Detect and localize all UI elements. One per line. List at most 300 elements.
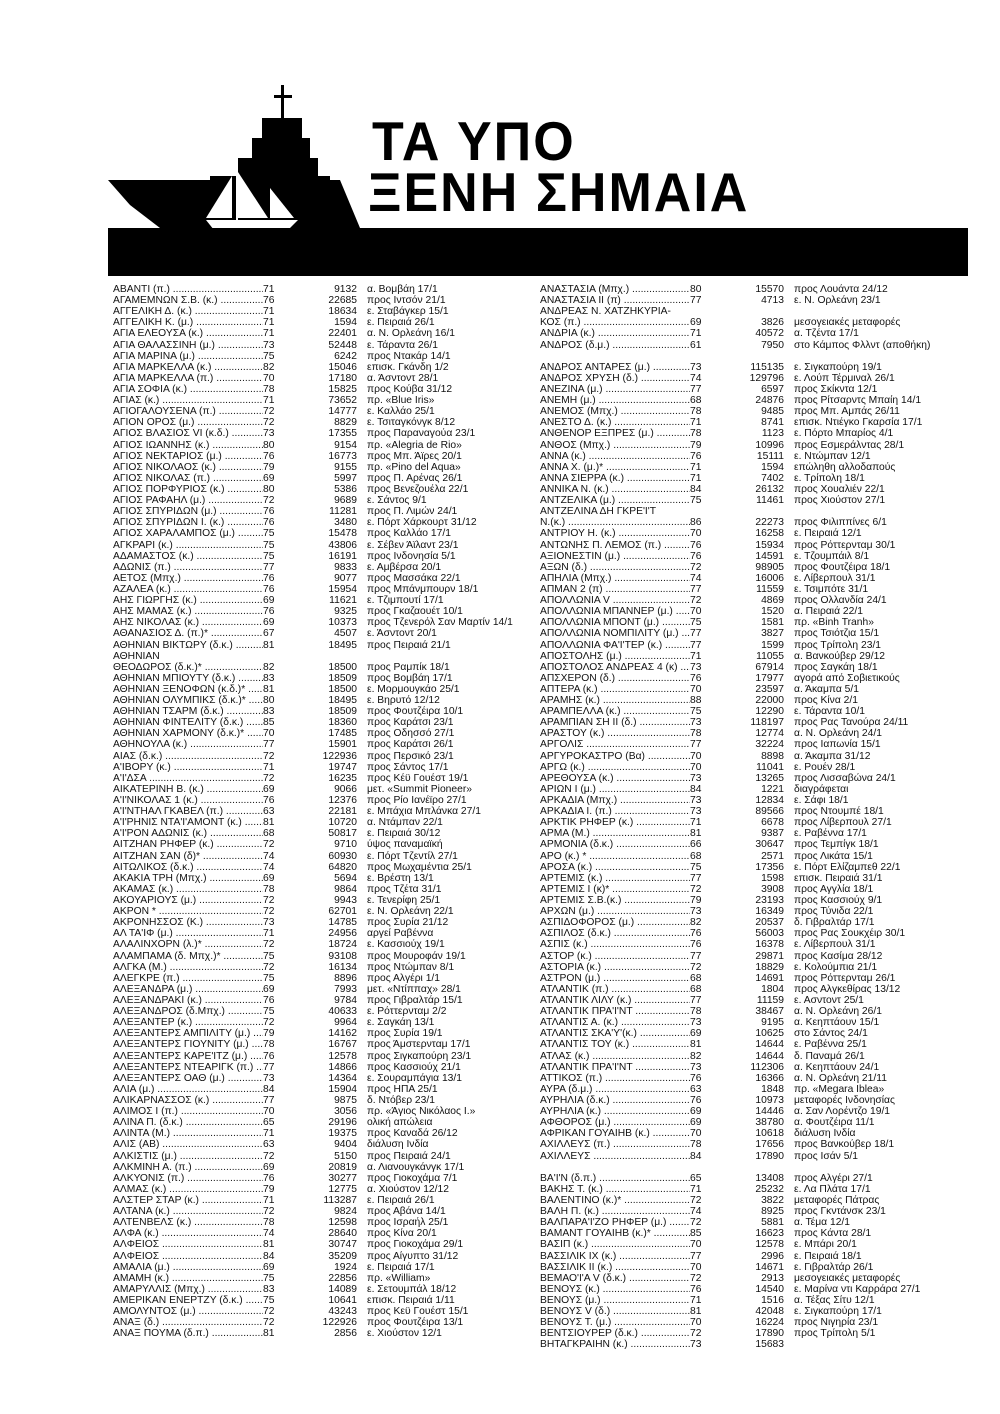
ship-position: προς Ρας Τανούρα 24/11 bbox=[794, 717, 909, 729]
ship-position: προς Καλλάο 17/1 bbox=[367, 528, 451, 540]
tonnage: 10996 bbox=[755, 439, 784, 451]
ship-name: ΑΓΙΑ ΜΑΡΙΝΑ (μ.) ..... bbox=[113, 351, 263, 362]
tonnage: 17356 bbox=[755, 861, 784, 873]
page-title-line1: ΤΑ ΥΠΟ bbox=[372, 111, 576, 173]
tonnage: 2996 bbox=[761, 1250, 784, 1262]
ship-name: ΑΓΑΜΕΜΝΩΝ Σ.Β. (κ.) ..... bbox=[113, 295, 263, 306]
ship-row bbox=[540, 1139, 972, 1150]
tonnage: 9066 bbox=[334, 783, 357, 795]
ship-position: προς Βομβάη 17/1 bbox=[367, 672, 453, 684]
ship-row bbox=[113, 1139, 545, 1150]
tonnage: 15825 bbox=[328, 383, 357, 395]
ship-position: ύψος παναμαϊκή bbox=[367, 839, 443, 851]
build-year: 72 bbox=[263, 417, 275, 429]
ship-name: ΒΑΣΣΙΛΙΚ ΙΙ (κ.) ..... bbox=[540, 1262, 690, 1273]
build-year: 83 bbox=[263, 706, 275, 718]
tonnage: 5694 bbox=[334, 872, 357, 884]
ship-position: α. Φουτζέιρα 11/1 bbox=[794, 1117, 875, 1129]
build-year: 67 bbox=[263, 628, 275, 640]
build-year: 88 bbox=[690, 695, 702, 707]
ship-position: ε. Ραβέννα 17/1 bbox=[794, 828, 867, 840]
ship-row bbox=[540, 1217, 972, 1228]
ship-position: προς Ιντσόν 21/1 bbox=[367, 295, 446, 307]
ship-name: ΑΦΘΟΡΟΣ (μ.) ..... bbox=[540, 1117, 690, 1128]
ship-row bbox=[540, 551, 972, 562]
ship-row bbox=[540, 1117, 972, 1128]
build-year: 81 bbox=[263, 817, 275, 829]
ship-position bbox=[794, 306, 972, 317]
ship-name: ΑΚΟΥΑΡΙΟΥΣ (μ.) ..... bbox=[113, 895, 263, 906]
ship-position: ε. Σταβάγκερ 15/1 bbox=[367, 306, 449, 318]
tonnage: 16258 bbox=[755, 528, 784, 540]
ship-name: ΑΛΕΞΑΝΤΕΡΣ ΝΤΕΑΡΙΓΚ (π.) ..... bbox=[113, 1062, 263, 1073]
build-year: 75 bbox=[263, 950, 275, 962]
build-year: 83 bbox=[263, 1283, 275, 1295]
ship-position: α. Ντάμπαν 22/1 bbox=[367, 817, 443, 829]
ship-position: προς Π. Αρένας 26/1 bbox=[367, 472, 463, 484]
ship-position: ε. Λίβερπουλ 31/1 bbox=[794, 939, 876, 951]
ship-name: ΑΝΔΡΕΑΣ Ν. ΧΑΤΖΗΚΥΡΙΑ- bbox=[540, 306, 671, 318]
ship-position: προς Γιοκοχάμα 29/1 bbox=[367, 1239, 464, 1251]
ship-name: ΑΧΙΛΛΕΥΣ ..... bbox=[540, 1151, 690, 1162]
ship-position: προς Ολλανδία 24/1 bbox=[794, 595, 887, 607]
ship-name: ΑΠΜΑΝ 2 (π) ..... bbox=[540, 584, 690, 595]
tonnage: 1221 bbox=[761, 783, 784, 795]
ship-name: ΑΚΡΟΝΗΣΣΟΣ (Κ.) ..... bbox=[113, 917, 263, 928]
ship-position: μεταφορές Ινδονησίας bbox=[794, 1094, 895, 1106]
build-year: 79 bbox=[263, 1028, 275, 1040]
tonnage: 30277 bbox=[328, 1172, 357, 1184]
build-year: 76 bbox=[263, 1172, 275, 1184]
ship-row bbox=[540, 939, 972, 950]
ship-row bbox=[113, 1328, 545, 1339]
ship-position: ε. Λα Πλάτα 17/1 bbox=[794, 1183, 871, 1195]
ship-name: ΒΑΛΠΑΡΑ'Ι'ΖΟ ΡΗΦΕΡ (μ.) ..... bbox=[540, 1217, 690, 1228]
ship-name: ΑΓΙΟΣ ΣΠΥΡΙΔΩΝ (μ.) ..... bbox=[113, 506, 263, 517]
ship-position: ε. Ντώμπαν 12/1 bbox=[794, 450, 871, 462]
tonnage: 5881 bbox=[761, 1217, 784, 1229]
ship-name: ΑΡΚΑΔΙΑ Ι. (π.) ..... bbox=[540, 806, 690, 817]
tonnage bbox=[728, 306, 794, 317]
build-year: 73 bbox=[690, 1017, 702, 1029]
ship-position: α. Χιούστον 12/12 bbox=[367, 1183, 449, 1195]
ship-row bbox=[113, 728, 545, 739]
tonnage: 2856 bbox=[334, 1328, 357, 1340]
ship-name: ΑΜΕΡΙΚΑΝ ΕΝΕΡΤΖΥ (δ.κ.) ..... bbox=[113, 1295, 263, 1306]
build-year bbox=[690, 1162, 728, 1173]
ship-row bbox=[540, 1151, 972, 1162]
ship-position: προς Καναδά 26/12 bbox=[367, 1128, 458, 1140]
ship-row bbox=[540, 995, 972, 1006]
build-year bbox=[690, 351, 728, 362]
ship-row bbox=[540, 1095, 972, 1106]
ship-name: ΑΠΟΣΤΟΛΟΣ ΑΝΔΡΕΑΣ 4 (κ) ..... bbox=[540, 662, 690, 673]
tonnage: 9710 bbox=[334, 839, 357, 851]
tonnage: 9833 bbox=[334, 561, 357, 573]
ship-name: Α'Ι'ΝΤΗΑΛ ΓΚΑΒΕΛ (π.) ..... bbox=[113, 806, 263, 817]
ship-row bbox=[540, 417, 972, 428]
ship-position: προς Βανκούβερ 18/1 bbox=[794, 1139, 895, 1151]
tonnage: 19747 bbox=[328, 761, 357, 773]
build-year: 69 bbox=[690, 1106, 702, 1118]
ship-row bbox=[113, 951, 545, 962]
ship-name: ΑΛΙΚΑΡΝΑΣΣΟΣ (κ.) ..... bbox=[113, 1095, 263, 1106]
ship-position: ε. Ασντοντ 25/1 bbox=[794, 995, 864, 1006]
build-year: 81 bbox=[690, 1306, 702, 1318]
tonnage: 1594 bbox=[334, 317, 357, 329]
build-year: 71 bbox=[690, 328, 702, 340]
ship-name: ΑΓΙΟΣ ΠΟΡΦΥΡΙΟΣ (κ.) ..... bbox=[113, 484, 263, 495]
ship-position: προς Πειραιά 24/1 bbox=[367, 1150, 451, 1162]
tonnage: 18495 bbox=[328, 695, 357, 707]
ship-position: ε. Χιούστον 12/1 bbox=[367, 1328, 442, 1340]
build-year: 84 bbox=[690, 783, 702, 795]
ship-position: α. Άσντοντ 28/1 bbox=[367, 372, 439, 384]
ship-position: πρ. «Pino del Aqua» bbox=[367, 461, 461, 473]
tonnage: 12578 bbox=[328, 1050, 357, 1062]
ship-name: ΑΛΕΞΑΝΤΕΡΣ ΟΑΘ (μ.) ..... bbox=[113, 1073, 263, 1084]
ship-name: ΑΠΤΕΡΑ (κ.) ..... bbox=[540, 684, 690, 695]
tonnage: 9964 bbox=[334, 1017, 357, 1029]
ship-position: α. Ν. Ορλεάνη 24/1 bbox=[794, 728, 882, 740]
ship-position: ε. Ραβέννα 25/1 bbox=[794, 1039, 867, 1051]
ship-row bbox=[113, 784, 545, 795]
ship-position bbox=[794, 1162, 972, 1173]
ship-position: προς Ντουμπέ 18/1 bbox=[794, 806, 884, 818]
ship-position: αργεί Ραβέννα bbox=[367, 928, 434, 940]
build-year: 76 bbox=[263, 506, 275, 518]
build-year: 71 bbox=[263, 328, 275, 340]
ship-position: μεσογειακές μεταφορές bbox=[794, 317, 901, 329]
build-year: 84 bbox=[690, 1150, 702, 1162]
ship-row bbox=[540, 906, 972, 917]
tonnage: 43243 bbox=[328, 1306, 357, 1318]
tonnage bbox=[728, 351, 794, 362]
ship-row bbox=[113, 684, 545, 695]
ship-name: ΑΚΡΟΝ * ..... bbox=[113, 906, 263, 917]
tonnage: 17485 bbox=[328, 728, 357, 740]
ship-row bbox=[540, 984, 972, 995]
ship-row bbox=[113, 906, 545, 917]
ship-position: μεσογειακές μεταφορές bbox=[794, 1272, 901, 1284]
build-year: 78 bbox=[263, 383, 275, 395]
ship-name: ΑΠΟΣΤΟΛΗΣ (μ.) ..... bbox=[540, 651, 690, 662]
ship-position: ε. Ν. Ορλεάνη 22/1 bbox=[367, 906, 454, 918]
build-year: 69 bbox=[263, 872, 275, 884]
build-year: 73 bbox=[690, 806, 702, 818]
ship-row bbox=[113, 806, 545, 817]
ship-name: ΒΑΣΙΠ (κ.) ..... bbox=[540, 1239, 690, 1250]
tonnage: 9485 bbox=[761, 406, 784, 418]
ship-name: Α'Ι'ΝΙΚΟΛΑΣ 1 (κ.) ..... bbox=[113, 795, 263, 806]
build-year: 76 bbox=[690, 1094, 702, 1106]
build-year: 71 bbox=[263, 928, 275, 940]
build-year: 76 bbox=[263, 572, 275, 584]
ship-position: προς Αγγλία 18/1 bbox=[794, 883, 874, 895]
ship-row bbox=[540, 895, 972, 906]
ship-row bbox=[113, 1106, 545, 1117]
ship-row bbox=[540, 851, 972, 862]
build-year: 70 bbox=[690, 750, 702, 762]
ship-position: προς Κίνα 2/1 bbox=[794, 695, 858, 707]
ship-position: προς Άμστερνταμ 17/1 bbox=[367, 1039, 471, 1051]
build-year: 76 bbox=[690, 672, 702, 684]
ship-position: προς Λικάτα 15/1 bbox=[794, 850, 873, 862]
ship-name: ΑΣΤΡΟΝ (μ.) ..... bbox=[540, 973, 690, 984]
ship-position: προς Π. Λιμών 24/1 bbox=[367, 506, 458, 518]
ship-name: ΑΝΤΖΕΛΙΝΑ ΔΗ ΓΚΡΕ'Ι'Τ bbox=[540, 506, 657, 518]
ship-row bbox=[113, 1262, 545, 1273]
ship-row bbox=[540, 384, 972, 395]
ship-row bbox=[113, 973, 545, 984]
ship-row bbox=[540, 1039, 972, 1050]
ship-name: ΑΡΓΩ (κ.) ..... bbox=[540, 762, 690, 773]
ship-row bbox=[113, 695, 545, 706]
ship-row bbox=[113, 340, 545, 351]
ship-position: ε. Τάραντα 10/1 bbox=[794, 706, 865, 718]
ship-row bbox=[540, 562, 972, 573]
ship-row bbox=[540, 484, 972, 495]
ship-name: Α'Ι'ΡΗΝΙΣ ΝΤΑ'Ι'ΑΜΟΝΤ (κ.) ..... bbox=[113, 817, 263, 828]
ship-row bbox=[113, 528, 545, 539]
tonnage: 20537 bbox=[755, 917, 784, 929]
ship-name: ΑΣΤΟΡΙΑ (κ.) ..... bbox=[540, 962, 690, 973]
ship-name: ΑΠΟΛΛΩΝΙΑ ΜΠΟΝΤ (μ.) ..... bbox=[540, 617, 690, 628]
ship-name: ΑΛΚΙΣΤΙΣ (μ.) ..... bbox=[113, 1151, 263, 1162]
ship-position: προς Πειραιά 21/1 bbox=[367, 639, 451, 651]
ship-row bbox=[113, 1284, 545, 1295]
build-year: 78 bbox=[690, 406, 702, 418]
tonnage: 15901 bbox=[328, 739, 357, 751]
ship-row bbox=[113, 328, 545, 339]
tonnage: 22685 bbox=[328, 295, 357, 307]
ship-name: ΑΝΤΖΕΛΙΚΑ (μ.) ..... bbox=[540, 495, 690, 506]
ship-position: προς Κασσιούχ 9/1 bbox=[794, 895, 883, 907]
ship-position: ε. Σέβεν Άϊλαντ 23/1 bbox=[367, 539, 459, 551]
ship-row bbox=[113, 1195, 545, 1206]
build-year: 77 bbox=[263, 1061, 275, 1073]
ship-row bbox=[113, 1306, 545, 1317]
ship-position: ε. Τσιταγκόνγκ 8/12 bbox=[367, 417, 456, 429]
tonnage: 1581 bbox=[761, 617, 784, 629]
ship-name: ΑΓΓΕΛΙΚΗ Κ. (μ.) ..... bbox=[113, 317, 263, 328]
ship-row bbox=[540, 1328, 972, 1339]
ship-row bbox=[540, 1195, 972, 1206]
build-year: 76 bbox=[690, 539, 702, 551]
ship-position: προς Καράτσι 26/1 bbox=[367, 739, 454, 751]
ship-row bbox=[113, 1039, 545, 1050]
ship-position: προς Ρόττερνταμ 26/1 bbox=[794, 972, 896, 984]
ship-row bbox=[540, 1306, 972, 1317]
ship-position: α. Βανκούβερ 29/12 bbox=[794, 650, 886, 662]
ship-row bbox=[540, 640, 972, 651]
tonnage: 8896 bbox=[334, 972, 357, 984]
build-year: 72 bbox=[263, 906, 275, 918]
ship-row bbox=[540, 517, 972, 528]
tonnage: 14446 bbox=[755, 1106, 784, 1118]
build-year: 70 bbox=[690, 683, 702, 695]
build-year: 73 bbox=[690, 717, 702, 729]
tonnage: 98905 bbox=[755, 561, 784, 573]
ship-position: ε. Σιγκαπούρη 19/1 bbox=[794, 361, 882, 373]
tonnage: 1848 bbox=[761, 1083, 784, 1095]
ship-row bbox=[113, 739, 545, 750]
tonnage: 64820 bbox=[328, 861, 357, 873]
ship-position: πρ. «Binh Tranh» bbox=[794, 617, 874, 629]
build-year: 71 bbox=[263, 1194, 275, 1206]
tonnage: 5997 bbox=[334, 472, 357, 484]
build-year: 78 bbox=[263, 1039, 275, 1051]
build-year: 72 bbox=[690, 1194, 702, 1206]
ship-position: στο Κάμπος Φλλντ (αποθήκη) bbox=[794, 339, 931, 351]
build-year: 82 bbox=[690, 1050, 702, 1062]
build-year: 72 bbox=[690, 1217, 702, 1229]
ship-name: ΒΑ'Ι'Ν (δ.π.) ..... bbox=[540, 1173, 690, 1184]
tonnage: 9404 bbox=[334, 1139, 357, 1151]
tonnage: 18724 bbox=[328, 939, 357, 951]
build-year: 78 bbox=[263, 883, 275, 895]
ship-row bbox=[113, 517, 545, 528]
tonnage: 23193 bbox=[755, 895, 784, 907]
ship-name: Α'ΙΒΟΡΥ (κ.) ..... bbox=[113, 762, 263, 773]
page-title-line2: ΞΕΝΗ ΣΗΜΑΙΑ bbox=[368, 162, 750, 224]
ship-position: ε. Τσιμπότε 31/1 bbox=[794, 583, 869, 595]
tonnage: 56003 bbox=[755, 928, 784, 940]
build-year bbox=[690, 306, 728, 317]
ship-position: πρ. «Alegria de Rio» bbox=[367, 439, 462, 451]
ship-name: ΑΝΑΞ (δ.) ..... bbox=[113, 1317, 263, 1328]
tonnage: 9689 bbox=[334, 495, 357, 507]
tonnage: 15904 bbox=[328, 1083, 357, 1095]
ship-name: ΑΛΕΞΑΝΤΕΡΣ ΑΜΠΙΛΙΤΥ (μ.) ..... bbox=[113, 1028, 263, 1039]
ship-name: Α'Ι'ΔΣΑ ..... bbox=[113, 773, 263, 784]
ship-row bbox=[540, 873, 972, 884]
ship-position: πρ. «William» bbox=[367, 1272, 431, 1284]
build-year: 73 bbox=[690, 661, 702, 673]
ship-position: προς Μωχαμέντια 25/1 bbox=[367, 861, 472, 873]
ship-row bbox=[540, 1028, 972, 1039]
ship-name: ΑΛ ΤΑ'ΙΦ (μ.) ..... bbox=[113, 928, 263, 939]
ship-row bbox=[540, 651, 972, 662]
tonnage: 22181 bbox=[328, 806, 357, 818]
build-year: 75 bbox=[263, 1272, 275, 1284]
ship-name: ΑΣΠΙΔΟΦΟΡΟΣ (μ.) ..... bbox=[540, 917, 690, 928]
build-year: 63 bbox=[263, 806, 275, 818]
ship-row bbox=[113, 373, 545, 384]
ship-name: ΑΛΦΑ (κ.) ..... bbox=[113, 1228, 263, 1239]
masthead bbox=[0, 0, 1000, 280]
ship-name: ΒΕΝΟΥΣ (κ.) ..... bbox=[540, 1284, 690, 1295]
ship-name: ΑΒΑΝΤΙ (π.) ..... bbox=[113, 284, 263, 295]
ship-position: προς Τύνιδα 22/1 bbox=[794, 906, 874, 918]
tonnage: 18500 bbox=[328, 683, 357, 695]
ship-name: ΑΓΙΟΣ ΝΙΚΟΛΑΟΣ (κ.) ..... bbox=[113, 462, 263, 473]
ship-position: προς Γκντάνσκ 23/1 bbox=[794, 1206, 886, 1218]
ship-position: α. Βομβάη 17/1 bbox=[367, 284, 438, 295]
ship-position: ε. Τζιμπουτί 17/1 bbox=[367, 595, 444, 607]
tonnage: 22000 bbox=[755, 695, 784, 707]
ship-row bbox=[540, 828, 972, 839]
build-year: 68 bbox=[690, 983, 702, 995]
ship-row bbox=[113, 917, 545, 928]
ship-name: ΑΤΛΑΝΤΙΚ ΠΡΑ'Ι'ΝΤ ..... bbox=[540, 1062, 690, 1073]
ship-row bbox=[113, 939, 545, 950]
ship-row bbox=[540, 695, 972, 706]
build-year: 81 bbox=[263, 1328, 275, 1340]
build-year: 71 bbox=[263, 306, 275, 318]
build-year: 77 bbox=[690, 995, 702, 1006]
ship-position: προς Κασσιούχ 21/1 bbox=[367, 1061, 461, 1073]
ship-position: ε. Ρουέν 28/1 bbox=[794, 761, 856, 773]
tonnage: 18360 bbox=[328, 717, 357, 729]
ship-row bbox=[540, 473, 972, 484]
tonnage: 1804 bbox=[761, 983, 784, 995]
ship-position: προς Γιβραλτάρ 15/1 bbox=[367, 995, 463, 1006]
tonnage: 10720 bbox=[328, 817, 357, 829]
build-year: 73 bbox=[690, 906, 702, 918]
ship-name: ΑΤΛΑΣ (κ.) ..... bbox=[540, 1051, 690, 1062]
build-year: 70 bbox=[690, 761, 702, 773]
tonnage: 9864 bbox=[334, 883, 357, 895]
ship-name: ΒΕΜΑΟ'Ι'Α V (δ.κ.) ..... bbox=[540, 1273, 690, 1284]
ship-name: ΑΛΤΑΝΑ (κ.) ..... bbox=[113, 1206, 263, 1217]
ship-row bbox=[540, 951, 972, 962]
ship-position: ε. Μορμουγκάο 25/1 bbox=[367, 683, 460, 695]
ship-position: ε. Λούπ Τέρμιναλ 26/1 bbox=[794, 372, 895, 384]
tonnage: 11461 bbox=[756, 495, 784, 507]
ship-row bbox=[113, 495, 545, 506]
ship-name: ΑΕΤΟΣ (Μπχ.) ..... bbox=[113, 573, 263, 584]
ship-name: ΑΝΝΑ Χ. (μ.)* ..... bbox=[540, 462, 690, 473]
build-year: 75 bbox=[690, 617, 702, 629]
build-year: 69 bbox=[263, 1261, 275, 1273]
tonnage: 18509 bbox=[328, 672, 357, 684]
build-year: 76 bbox=[263, 606, 275, 618]
tonnage: 6242 bbox=[334, 350, 357, 362]
tonnage: 7402 bbox=[761, 472, 784, 484]
ship-position: α. Σαν Λορέντζο 19/1 bbox=[794, 1106, 891, 1118]
ship-position: μετ. «Summit Pioneer» bbox=[367, 783, 473, 795]
build-year: 70 bbox=[690, 1317, 702, 1329]
build-year: 84 bbox=[263, 1250, 275, 1262]
ship-name: ΑΙΚΑΤΕΡΙΝΗ Β. (κ.) ..... bbox=[113, 784, 263, 795]
ship-row bbox=[113, 984, 545, 995]
tonnage: 118197 bbox=[750, 717, 784, 729]
tonnage: 3822 bbox=[761, 1194, 784, 1206]
ship-position: προς Λίβερπουλ 27/1 bbox=[794, 817, 892, 829]
ship-position: προς Μασσάκα 22/1 bbox=[367, 572, 461, 584]
build-year: 70 bbox=[690, 1261, 702, 1273]
build-year: 75 bbox=[263, 550, 275, 562]
tonnage: 23597 bbox=[755, 683, 784, 695]
ship-position: πρ. «Άγιος Νικόλαος Ι.» bbox=[367, 1106, 476, 1118]
ship-name: ΑΓΙΟΣ ΣΠΥΡΙΔΩΝ Ι. (κ.) ..... bbox=[113, 517, 263, 528]
ship-row bbox=[540, 817, 972, 828]
ship-position: προς Αλγέρι 1/1 bbox=[367, 972, 441, 984]
tonnage: 28640 bbox=[328, 1228, 357, 1240]
ship-name: ΑΜΑΜΗ (κ.) ..... bbox=[113, 1273, 263, 1284]
ship-row bbox=[113, 862, 545, 873]
ship-row bbox=[113, 417, 545, 428]
ship-row bbox=[113, 1184, 545, 1195]
build-year: 69 bbox=[690, 1117, 702, 1129]
ship-row bbox=[540, 1239, 972, 1250]
build-year: 73 bbox=[690, 361, 702, 373]
build-year: 71 bbox=[690, 1183, 702, 1195]
ship-position: δ. Παναμά 26/1 bbox=[794, 1050, 865, 1062]
ship-position: α. Ν. Ορλεάνη 21/11 bbox=[794, 1072, 887, 1084]
build-year: 71 bbox=[263, 761, 275, 773]
